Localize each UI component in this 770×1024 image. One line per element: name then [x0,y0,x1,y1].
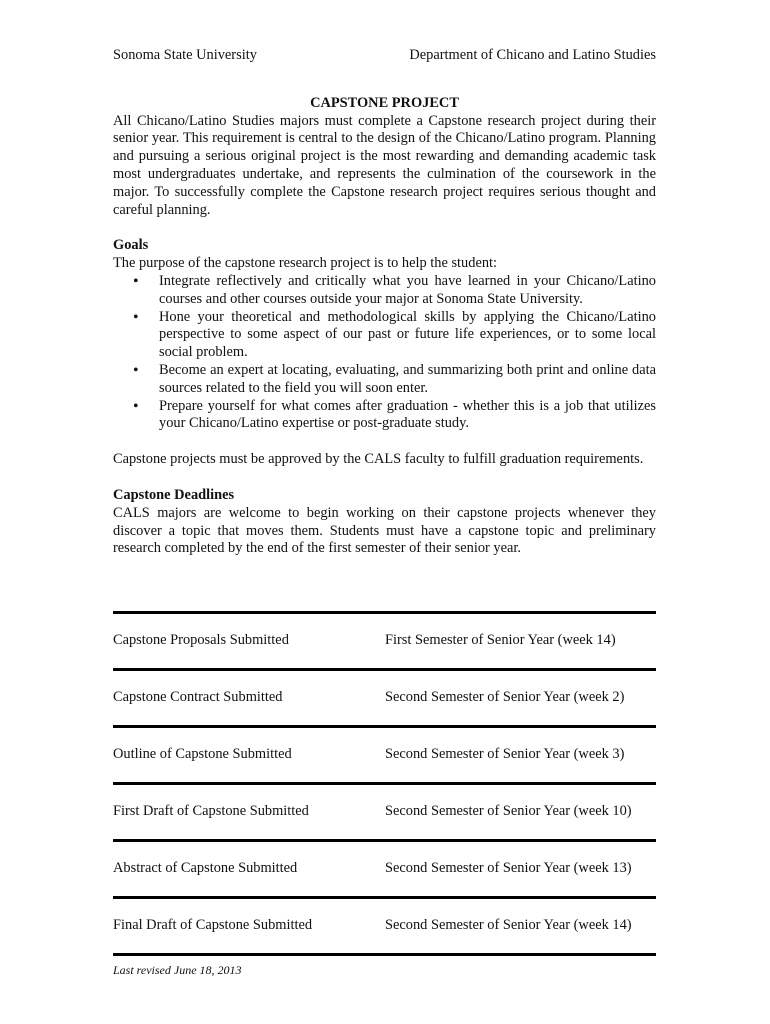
page-header [113,47,656,65]
department-name: Department of Chicano and Latino Studies [409,47,656,63]
revision-note: Last revised June 18, 2013 [113,963,242,977]
goal-item: • Integrate reflectively and critically what you have learned in your Chicano/Latino courses and other courses outside your major at Sonoma State University. [113,273,656,309]
deadline-due: Second Semester of Senior Year (week 2) [385,689,625,706]
approval-paragraph: Capstone projects must be approved by the CALS faculty to fulfill graduation requirements. [113,451,644,468]
university-name: Sonoma State University [113,47,257,63]
deadline-item: First Draft of Capstone Submitted [113,803,309,820]
table-row [113,839,656,896]
deadline-due: Second Semester of Senior Year (week 3) [385,746,625,763]
deadline-due: First Semester of Senior Year (week 14) [385,632,616,649]
table-row [113,668,656,725]
goals-lead: The purpose of the capstone research project is to help the student: [113,255,498,272]
goals-list [113,273,656,433]
goal-item: • Become an expert at locating, evaluating, and summarizing both print and online data sources related to the field you will soon enter. [113,362,656,398]
deadline-item: Abstract of Capstone Submitted [113,860,298,877]
table-row [113,611,656,668]
deadlines-paragraph: CALS majors are welcome to begin working on their capstone projects whenever they discover a topic that moves them. Students must have a capstone topic and preliminary research completed by the end of the first semester of their senior year. [113,504,656,557]
document-body [113,47,656,558]
deadlines-heading: Capstone Deadlines [113,486,235,503]
goal-item: • Hone your theoretical and methodological skills by applying the Chicano/Latino perspective to some aspect of our past or future life experiences, or to some local social problem. [113,309,656,362]
deadline-item: Capstone Proposals Submitted [113,632,289,649]
goal-item: • Prepare yourself for what comes after graduation - whether this is a job that utilizes your Chicano/Latino expertise or post-graduate study. [113,398,656,434]
deadline-due: Second Semester of Senior Year (week 13) [385,860,632,877]
deadline-due: Second Semester of Senior Year (week 10) [385,803,632,820]
deadline-item: Final Draft of Capstone Submitted [113,917,313,934]
deadline-item: Outline of Capstone Submitted [113,746,292,763]
deadline-item: Capstone Contract Submitted [113,689,283,706]
table-row [113,782,656,839]
table-row [113,896,656,956]
page-title: CAPSTONE PROJECT [310,94,459,111]
deadlines-table [113,611,656,956]
goals-heading: Goals [113,237,149,254]
table-row [113,725,656,782]
intro-paragraph: All Chicano/Latino Studies majors must complete a Capstone research project during their senior year. This requirement is central to the design of the Chicano/Latino program. Planning and pursuing a serious original project is the most rewarding and demanding academic task most undergraduates undertake, and represents the culmination of the coursework in the major. To successfully complete the Capstone research project requires serious thought and careful planning. [113,112,656,218]
deadline-due: Second Semester of Senior Year (week 14) [385,917,632,934]
